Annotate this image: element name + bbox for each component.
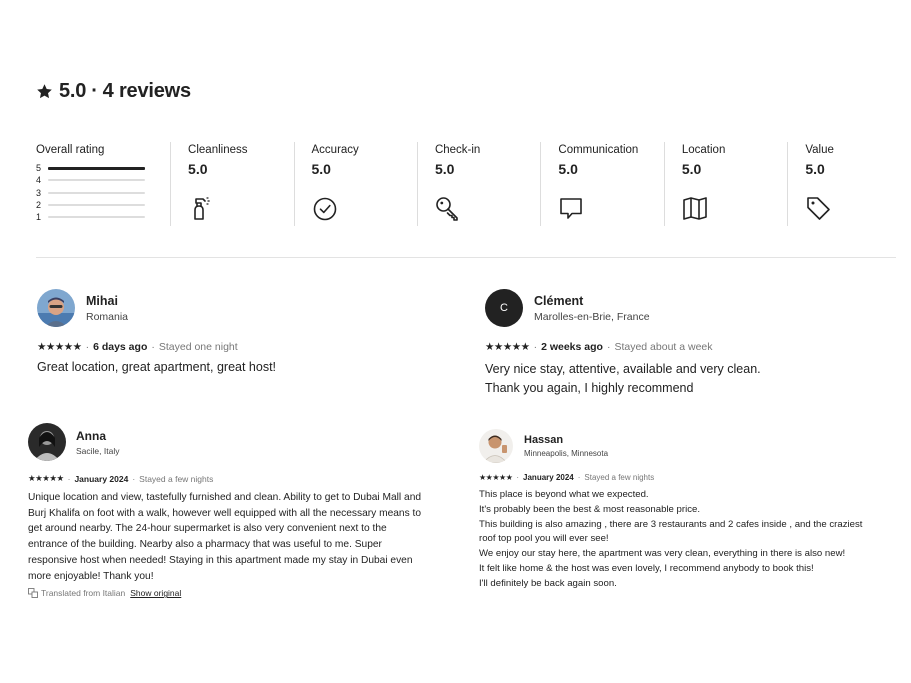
avatar[interactable] xyxy=(485,289,523,327)
category-accuracy xyxy=(294,142,417,228)
category-title: Accuracy xyxy=(311,144,359,156)
rating-bar-row xyxy=(36,187,170,199)
category-check-in xyxy=(417,142,540,228)
review-meta xyxy=(479,473,904,482)
review-line: Great location, great apartment, great host! xyxy=(37,360,277,374)
chat-bubble-icon xyxy=(558,195,584,221)
avatar-initial: C xyxy=(500,302,508,314)
spray-bottle-icon xyxy=(188,195,214,221)
rating-bar-track xyxy=(48,167,145,169)
rating-bar-track xyxy=(48,192,145,194)
category-location xyxy=(664,142,787,228)
meta-separator: · xyxy=(85,341,90,353)
rating-bar-track xyxy=(48,216,145,218)
stay-duration: Stayed a few nights xyxy=(584,473,655,482)
category-value xyxy=(787,142,896,228)
category-title: Cleanliness xyxy=(188,144,248,156)
meta-separator: · xyxy=(577,473,581,482)
reviewer-header xyxy=(485,289,905,327)
rating-bar-row xyxy=(36,199,170,211)
star-icon xyxy=(36,83,53,100)
category-title: Check-in xyxy=(434,144,481,156)
review-meta xyxy=(485,341,905,353)
review-line: I'll definitely be back again soon. xyxy=(479,577,617,589)
review-date: 6 days ago xyxy=(93,341,148,353)
reviewer-location: Romania xyxy=(86,310,129,323)
reviewer-name[interactable]: Clément xyxy=(534,293,584,308)
rating-bar-label: 4 xyxy=(36,175,42,186)
review-line: This building is also amazing , there are 3 restaurants and 2 cafes inside , and the craziest xyxy=(479,518,863,530)
review-line: more enjoyable! Thank you! xyxy=(28,570,154,582)
check-circle-icon xyxy=(312,195,338,221)
review-line: This place is beyond what we expected. xyxy=(479,489,649,500)
reviewer-name[interactable]: Hassan xyxy=(524,434,564,446)
review-line: It felt like home & the host was even lovely, I recommend anybody to book this! xyxy=(479,562,814,574)
review-line: We enjoy our stay here, the apartment was very clean, everything in there is also new! xyxy=(479,548,846,560)
review-stars: ★★★★★ xyxy=(37,341,82,353)
category-score: 5.0 xyxy=(681,161,702,177)
meta-separator: · xyxy=(516,473,520,482)
review-text xyxy=(37,360,457,374)
translation-note xyxy=(28,588,468,598)
reviewer-name[interactable]: Anna xyxy=(76,428,106,443)
rating-bar-row xyxy=(36,162,170,174)
overall-rating-title: Overall rating xyxy=(36,144,105,156)
category-score: 5.0 xyxy=(805,161,825,177)
category-cleanliness xyxy=(170,142,293,228)
rating-bar-track xyxy=(48,204,145,206)
rating-bar-label: 3 xyxy=(36,187,42,198)
review-line: roof top pool you will ever see! xyxy=(479,533,609,545)
review-line: Thank you again, I highly recommend xyxy=(485,381,694,395)
meta-separator: · xyxy=(533,341,538,353)
review-line: Unique location and view, tastefully furnished and clean. Ability to get to Dubai Mall and xyxy=(28,492,422,503)
review-line: It's probably been the best & most reasonable price. xyxy=(479,503,701,515)
separator-dot: · xyxy=(91,80,98,102)
review-line: responsive host when needed! Staying in this apartment made my stay in Dubai even xyxy=(28,554,413,566)
reviewer-name[interactable]: Mihai xyxy=(86,293,118,308)
translated-label: Translated from Italian xyxy=(41,588,126,599)
reviewer-header xyxy=(479,429,904,463)
key-icon xyxy=(435,195,461,221)
category-score: 5.0 xyxy=(188,161,208,177)
review-line: entrance of the building. Nearby also a pharmacy that was useful to me. Super xyxy=(28,539,382,551)
section-divider xyxy=(36,257,896,258)
rating-bar-row xyxy=(36,174,170,186)
stay-duration: Stayed one night xyxy=(158,341,238,353)
meta-separator: · xyxy=(132,473,136,484)
review-line: get around nearby. The 24-hour supermarket is also very convenient next to the xyxy=(28,523,387,535)
category-score: 5.0 xyxy=(311,161,331,177)
category-score: 5.0 xyxy=(558,161,578,177)
review-date: 2 weeks ago xyxy=(541,341,603,353)
stay-duration: Stayed a few nights xyxy=(139,473,214,484)
review-date: January 2024 xyxy=(74,473,129,484)
review-card xyxy=(485,289,905,398)
review-text xyxy=(479,488,904,592)
reviewer-location: Sacile, Italy xyxy=(76,445,120,456)
category-ratings xyxy=(36,142,896,228)
review-text xyxy=(28,490,468,584)
rating-bar-label: 5 xyxy=(36,163,42,174)
overall-rating-block xyxy=(36,142,170,228)
map-icon xyxy=(682,195,708,221)
price-tag-icon xyxy=(805,195,831,221)
category-communication xyxy=(540,142,663,228)
reviews-header xyxy=(36,80,191,103)
rating-bar-label: 2 xyxy=(36,200,42,211)
rating-bar-label: 1 xyxy=(36,212,42,223)
category-score: 5.0 xyxy=(434,161,455,177)
review-line: Very nice stay, attentive, available and very clean. xyxy=(485,362,761,376)
review-stars: ★★★★★ xyxy=(28,473,64,483)
review-meta xyxy=(28,473,468,484)
show-original-link[interactable]: Show original xyxy=(130,588,182,599)
rating-bar-fill xyxy=(48,167,145,170)
category-title: Communication xyxy=(558,144,639,156)
review-stars: ★★★★★ xyxy=(485,341,530,353)
avatar[interactable] xyxy=(28,423,66,461)
meta-separator: · xyxy=(151,341,155,353)
avatar[interactable] xyxy=(479,429,513,463)
stay-duration: Stayed about a week xyxy=(614,341,713,353)
category-title: Value xyxy=(805,144,834,156)
meta-separator: · xyxy=(606,341,611,353)
reviewer-header xyxy=(28,423,468,461)
rating-bar-track xyxy=(48,179,145,181)
review-line: Burj Khalifa on foot with a walk, however well equipped with all the necessary means to xyxy=(28,507,421,519)
review-stars: ★★★★★ xyxy=(479,473,513,482)
meta-separator: · xyxy=(67,473,71,484)
translate-icon xyxy=(28,588,38,598)
avatar[interactable] xyxy=(37,289,75,327)
reviews-count: 4 reviews xyxy=(102,80,191,102)
reviewer-header xyxy=(37,289,457,327)
review-card xyxy=(28,423,468,598)
review-card xyxy=(37,289,457,374)
review-meta xyxy=(37,341,457,353)
reviewer-location: Minneapolis, Minnesota xyxy=(524,449,609,458)
rating-distribution xyxy=(36,162,170,223)
rating-bar-row xyxy=(36,211,170,223)
review-card xyxy=(479,429,904,592)
review-text xyxy=(485,360,905,398)
overall-score: 5.0 xyxy=(59,80,87,102)
category-title: Location xyxy=(681,144,726,156)
reviewer-location: Marolles-en-Brie, France xyxy=(534,310,650,323)
review-date: January 2024 xyxy=(523,473,574,482)
